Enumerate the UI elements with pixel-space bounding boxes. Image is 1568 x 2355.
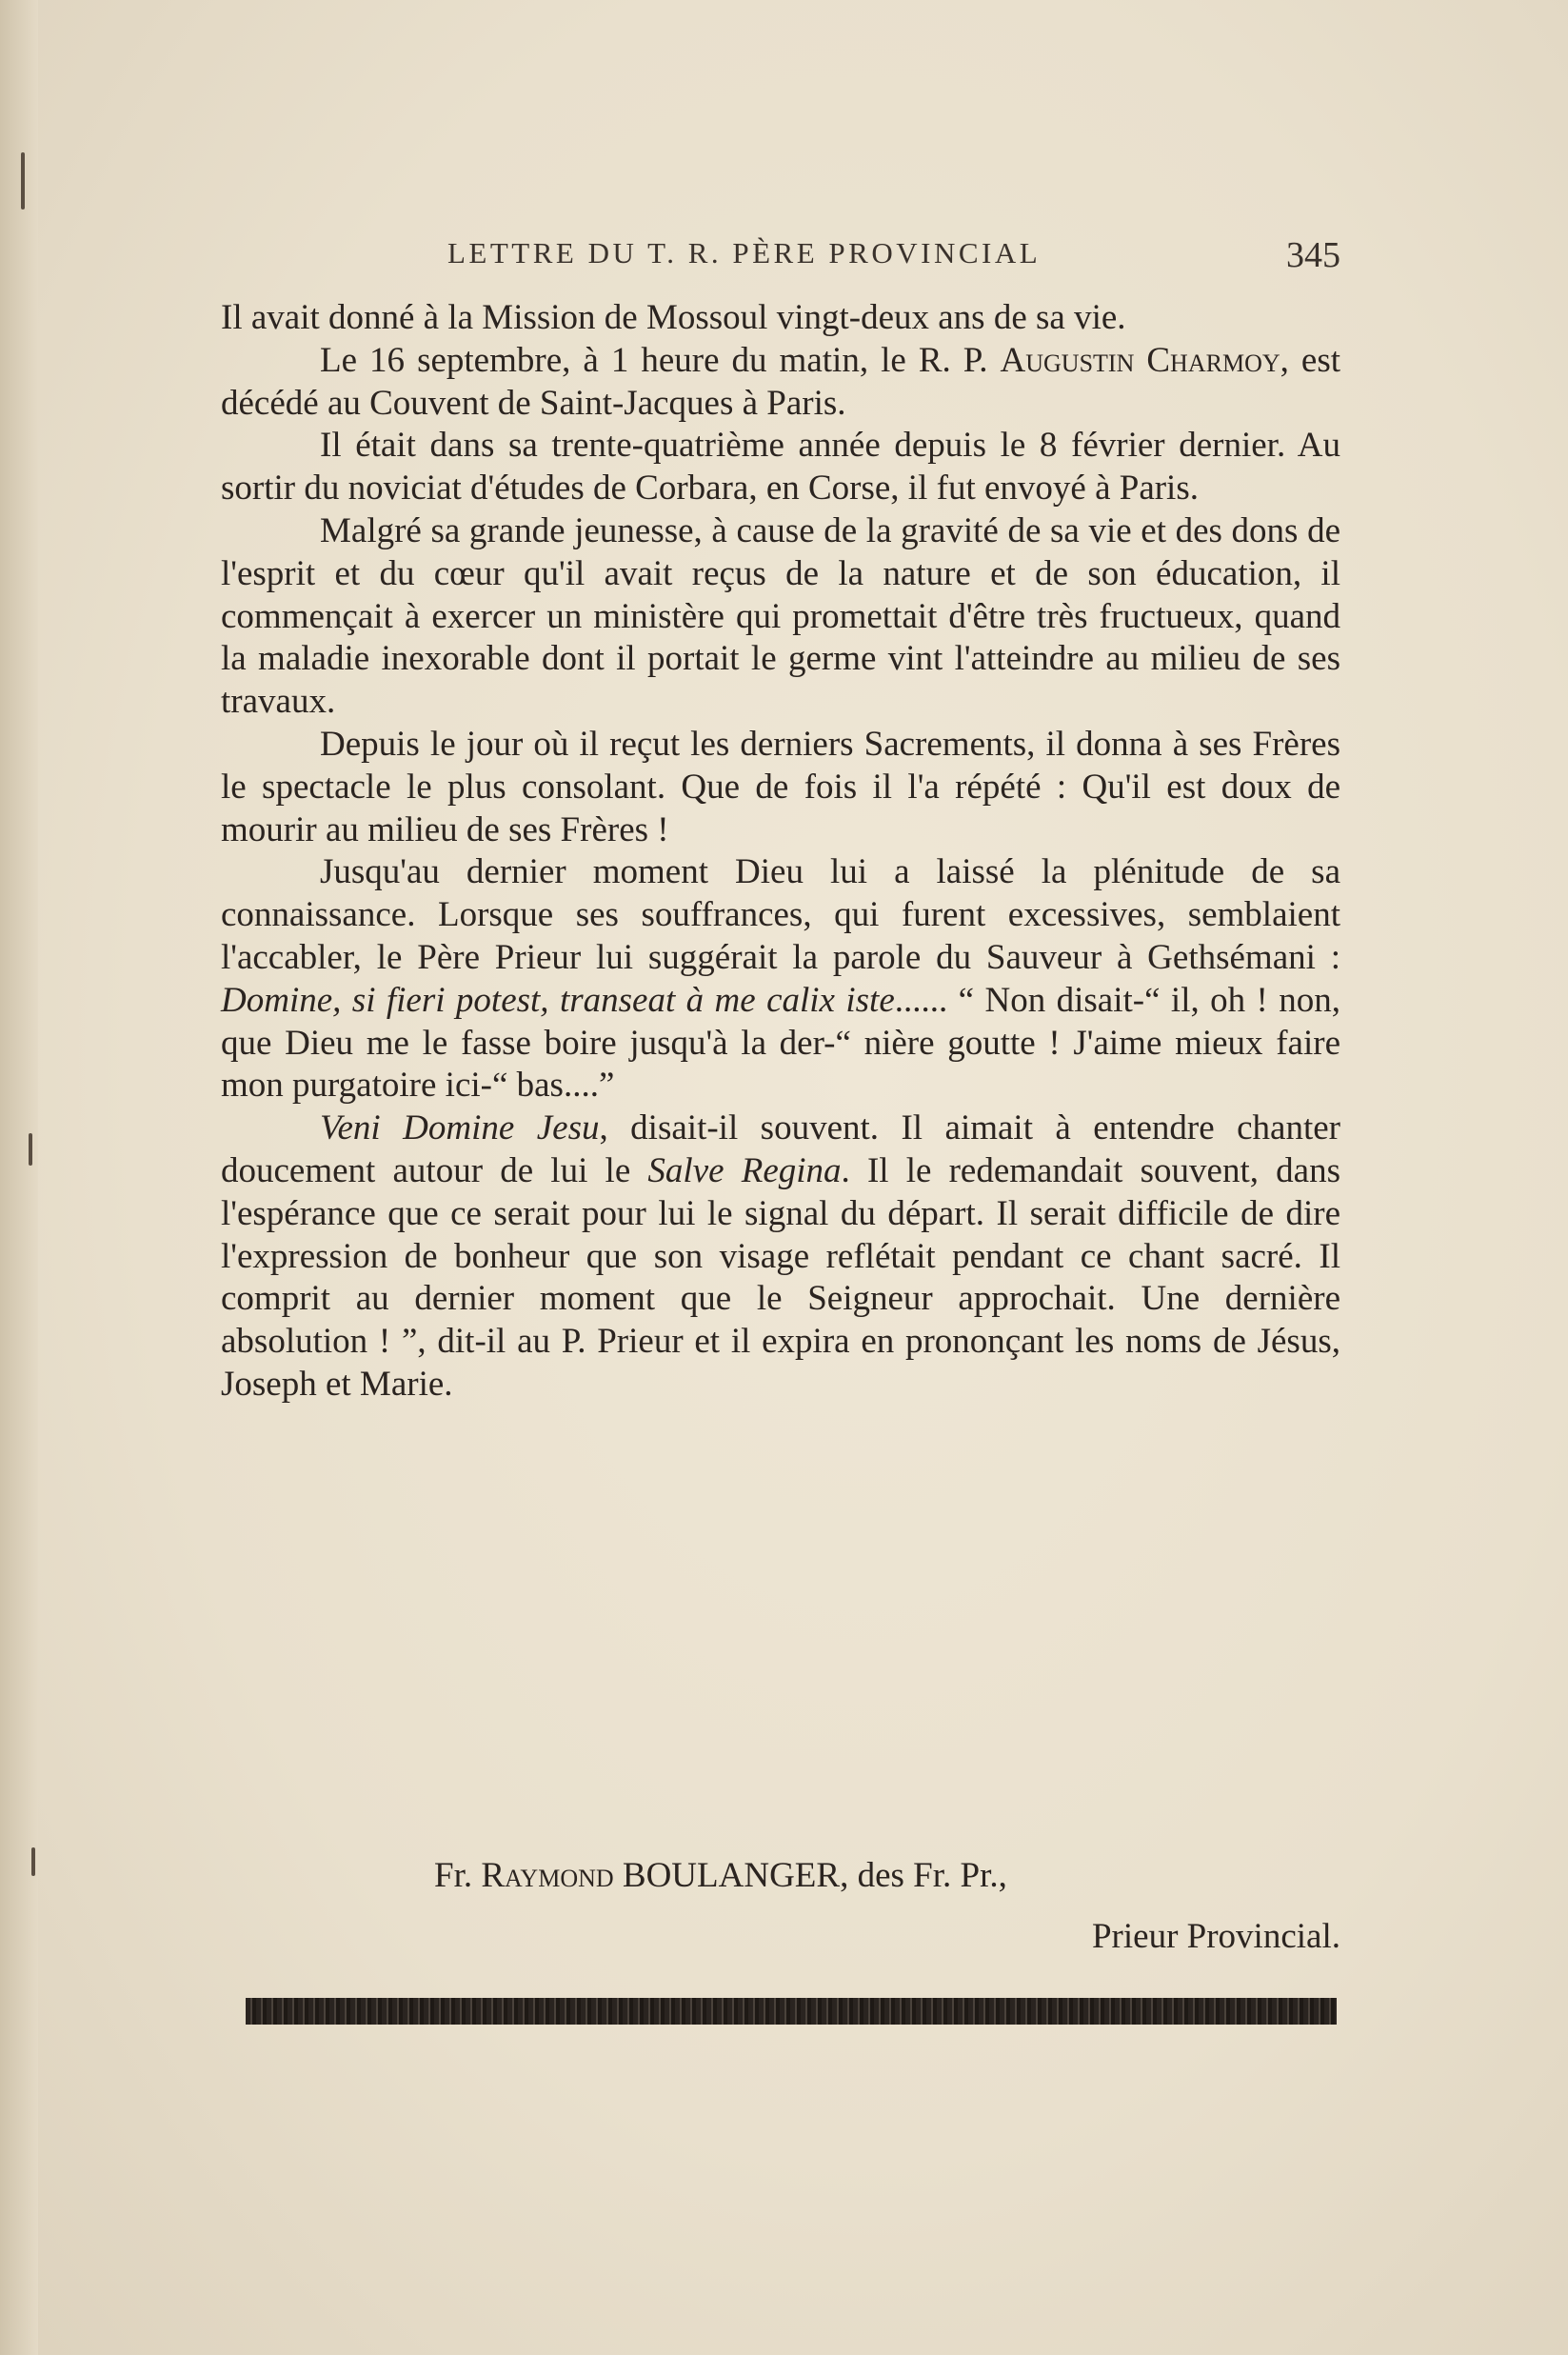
signature-first-name: Raymond: [481, 1856, 614, 1895]
latin-quote: Domine, si fieri potest, transeat à me calix iste: [221, 980, 895, 1020]
paragraph-text: ...... “ Non disait-“ il, oh ! non, que Dieu me le fasse boire jusqu'à la der-“ nière goutte ! J'aime mieux faire mon purgatoire ici-“ bas....”: [221, 980, 1340, 1106]
paragraph: [221, 510, 1340, 724]
latin-quote: Veni Domine Jesu: [320, 1108, 600, 1148]
latin-quote: Salve Regina: [647, 1150, 842, 1190]
paragraph: [221, 1108, 1340, 1407]
page-header: [223, 230, 1340, 278]
paragraph-text: Depuis le jour où il reçut les derniers Sacrements, il donna à ses Frères le spectacle le plus consolant. Que de fois il l'a répété : Qu'il est doux de mourir au milieu de ses Frères !: [221, 724, 1340, 849]
ornamental-rule: [246, 1998, 1337, 2025]
signature-surname: BOULANGER: [613, 1856, 841, 1895]
page-number: 345: [1286, 235, 1340, 275]
margin-mark: [21, 152, 25, 210]
paragraph-text: Il était dans sa trente-quatrième année depuis le 8 février dernier. Au sortir du noviciat d'études de Corbara, en Corse, il fut envoyé à Paris.: [221, 426, 1340, 509]
margin-mark: [29, 1133, 32, 1166]
paragraph: [221, 297, 1340, 340]
margin-mark: [31, 1847, 35, 1876]
paragraph: [221, 851, 1340, 1108]
signature-name: [221, 1855, 1340, 1896]
paragraph-text: Malgré sa grande jeunesse, à cause de la gravité de sa vie et des dons de l'esprit et du cœur qu'il avait reçus de la nature et de son éducation, il commençait à exercer un ministère qui promettait d'être très fructueux, quand la maladie inexorable dont il portait le germe vint l'atteindre au milieu de ses travaux.: [221, 510, 1340, 722]
signature-prefix: Fr.: [434, 1856, 482, 1895]
signature-suffix: , des Fr. Pr.,: [840, 1856, 1007, 1895]
paragraph-text: Le 16 septembre, à 1 heure du matin, le R. P.: [320, 340, 1001, 380]
paragraph-text: . Il le redemandait souvent, dans l'espérance que ce serait pour lui le signal du départ. Il serait difficile de dire l'expression de bonheur que son visage reflétait pendant ce chant sacré. Il comprit au dernier moment que le Seigneur approchait. Une dernière absolution ! ”, dit-il au P. Prieur et il expira en prononçant les noms de Jésus, Joseph et Marie.: [221, 1150, 1340, 1404]
body-text: [221, 297, 1340, 1407]
paragraph: [221, 340, 1340, 426]
paragraph: [221, 724, 1340, 851]
paragraph-text: Il avait donné à la Mission de Mossoul vingt-deux ans de sa vie.: [221, 298, 1126, 337]
running-head: LETTRE DU T. R. PÈRE PROVINCIAL: [447, 236, 1042, 269]
paragraph-text: , est décédé au Couvent de Saint-Jacques à Paris.: [221, 340, 1340, 423]
paragraph-text: , disait-il souvent. Il aimait à entendre chanter doucement autour de lui le: [221, 1108, 1340, 1190]
paragraph-text: Jusqu'au dernier moment Dieu lui a laissé la plénitude de sa connaissance. Lorsque ses souffrances, qui furent excessives, semblaient l'accabler, le Père Prieur lui suggérait la parole du Sauveur à Gethsémani :: [221, 852, 1340, 977]
signature-title: Prieur Provincial.: [1091, 1917, 1340, 1956]
page-gutter: [0, 0, 38, 2355]
paragraph: [221, 425, 1340, 510]
person-name: Augustin Charmoy: [1000, 340, 1280, 380]
